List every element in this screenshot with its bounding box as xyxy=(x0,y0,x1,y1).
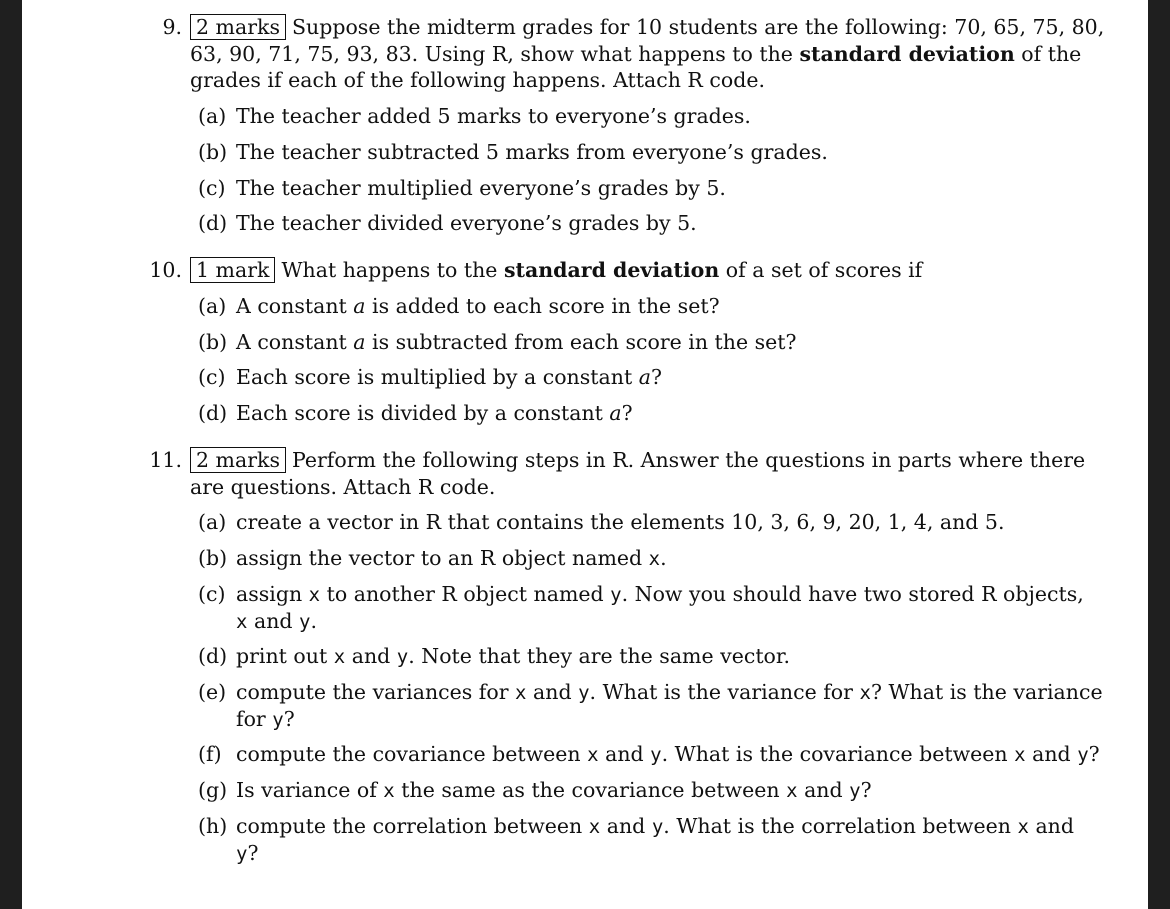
item-label: (d) xyxy=(198,211,228,235)
q10-item-c-text xyxy=(236,364,662,391)
text: and xyxy=(1025,742,1078,766)
q10-text-c: of a set of scores if xyxy=(725,258,923,282)
item-label: (b) xyxy=(198,140,228,164)
q11-b-text xyxy=(236,545,667,573)
var: a xyxy=(353,294,366,318)
code: x xyxy=(588,816,601,838)
var: a xyxy=(609,401,622,425)
code: x xyxy=(333,646,346,668)
text: ? What is the variance xyxy=(870,680,1103,704)
code: x xyxy=(587,744,599,766)
text: . What is the correlation between xyxy=(663,814,1018,838)
code: x xyxy=(515,682,527,704)
text: assign xyxy=(236,582,309,606)
text: and xyxy=(797,778,850,802)
code: y xyxy=(236,843,248,865)
q9-item-b xyxy=(198,139,227,166)
code: x xyxy=(859,682,871,704)
q9-line2 xyxy=(190,41,1081,68)
q11-marks-box: 2 marks xyxy=(190,447,286,473)
text: ? xyxy=(247,841,259,865)
text: . xyxy=(660,546,667,570)
q11-h-label: (h) xyxy=(198,814,228,838)
q10-number: 10. xyxy=(149,258,182,282)
text: Is variance of xyxy=(236,778,384,802)
q11-text-line1: Perform the following steps in R. Answer the questions in parts where there xyxy=(291,448,1086,472)
text: A constant xyxy=(236,330,354,354)
q11-d-label: (d) xyxy=(198,644,228,668)
q10-item-d-text xyxy=(236,400,633,427)
code: y xyxy=(650,744,662,766)
text: ? xyxy=(650,365,662,389)
text: print out xyxy=(236,644,334,668)
q9-line3: grades if each of the following happens. Attach R code. xyxy=(190,68,765,92)
var: a xyxy=(638,365,651,389)
q10-text-a: What happens to the xyxy=(281,258,498,282)
text: . Note that they are the same vector. xyxy=(408,644,790,668)
text: and xyxy=(1028,814,1074,838)
text: is subtracted from each score in the set? xyxy=(365,330,797,354)
code: x xyxy=(648,548,661,570)
text: and xyxy=(345,644,397,668)
code: y xyxy=(272,709,284,731)
q11-b-label: (b) xyxy=(198,546,228,570)
text: assign the vector to an R object named xyxy=(236,546,649,570)
q11-f-label: (f) xyxy=(198,742,222,766)
text: to another R object named xyxy=(320,582,611,606)
q11-a-text: create a vector in R that contains the elements 10, 3, 6, 9, 20, 1, 4, and 5. xyxy=(236,510,1005,534)
code: y xyxy=(299,611,311,633)
code: y xyxy=(396,646,409,668)
q11-g-label: (g) xyxy=(198,778,228,802)
q11-line1 xyxy=(190,447,1085,474)
code: x xyxy=(308,584,321,606)
q11-h-text-line2 xyxy=(236,840,258,868)
code: y xyxy=(651,816,664,838)
q10-item-a-text xyxy=(236,293,720,320)
q9-line1 xyxy=(190,14,1104,41)
text: and xyxy=(526,680,579,704)
text: Each score is divided by a constant xyxy=(236,401,610,425)
q11-line2: are questions. Attach R code. xyxy=(190,475,496,499)
text: A constant xyxy=(236,294,354,318)
text: ? xyxy=(860,778,872,802)
code: x xyxy=(383,780,395,802)
q9-item-a-text: The teacher added 5 marks to everyone’s grades. xyxy=(236,104,751,128)
text: ? xyxy=(283,707,295,731)
q11-d-text xyxy=(236,643,790,671)
q9-text-line1: Suppose the midterm grades for 10 students are the following: 70, 65, 75, 80, xyxy=(291,15,1105,39)
q10-bold-term: standard deviation xyxy=(503,258,720,282)
q9-item-a xyxy=(198,103,226,130)
text: compute the correlation between xyxy=(236,814,589,838)
text: ? xyxy=(1088,742,1100,766)
text: and xyxy=(600,814,652,838)
text: . Now you should have two stored R objects, xyxy=(621,582,1084,606)
q10-item-b-label: (b) xyxy=(198,330,228,354)
text: and xyxy=(247,609,300,633)
q11-e-text-line1 xyxy=(236,679,1103,707)
q11-h-text-line1 xyxy=(236,813,1074,841)
q11-c-label: (c) xyxy=(198,582,226,606)
q11-c-text-line1 xyxy=(236,581,1084,609)
code: x xyxy=(236,611,248,633)
q9-bold-term: standard deviation xyxy=(799,42,1015,66)
q11-f-text xyxy=(236,741,1100,769)
q11-number: 11. xyxy=(149,448,182,472)
code: x xyxy=(1017,816,1029,838)
q9-marks-box: 2 marks xyxy=(190,14,286,40)
q11-e-text-line2 xyxy=(236,706,295,734)
q10-item-d-label: (d) xyxy=(198,401,228,425)
text: is added to each score in the set? xyxy=(365,294,720,318)
q9-item-c xyxy=(198,175,225,202)
q9-item-b-text: The teacher subtracted 5 marks from everyone’s grades. xyxy=(236,140,828,164)
code: y xyxy=(849,780,861,802)
text: . What is the variance for xyxy=(589,680,860,704)
q9-item-d-text: The teacher divided everyone’s grades by 5. xyxy=(236,211,697,235)
var: a xyxy=(353,330,366,354)
text: compute the variances for xyxy=(236,680,516,704)
q10-item-a-label: (a) xyxy=(198,294,227,318)
text: . xyxy=(310,609,318,633)
code: x xyxy=(786,780,798,802)
document-page xyxy=(22,0,1148,909)
text: the same as the covariance between xyxy=(394,778,787,802)
q11-a-label: (a) xyxy=(198,510,227,534)
q9-number: 9. xyxy=(162,15,182,39)
q9-item-c-text: The teacher multiplied everyone’s grades by 5. xyxy=(236,176,726,200)
q9-text-line2c: of the xyxy=(1021,42,1082,66)
q9-text-line2a: 63, 90, 71, 75, 93, 83. Using R, show what happens to the xyxy=(190,42,793,66)
code: y xyxy=(610,584,622,606)
q11-g-text xyxy=(236,777,872,805)
q10-item-c-label: (c) xyxy=(198,365,226,389)
text: for xyxy=(236,707,273,731)
text: . What is the covariance between xyxy=(661,742,1015,766)
item-label: (a) xyxy=(198,104,227,128)
q10-item-b-text xyxy=(236,329,797,356)
text: compute the covariance between xyxy=(236,742,588,766)
item-label: (c) xyxy=(198,176,226,200)
q10-line1 xyxy=(190,257,922,284)
q9-item-d xyxy=(198,210,227,237)
code: y xyxy=(578,682,590,704)
code: x xyxy=(1014,744,1026,766)
text: Each score is multiplied by a constant xyxy=(236,365,639,389)
code: y xyxy=(1077,744,1089,766)
text: and xyxy=(598,742,651,766)
q11-c-text-line2 xyxy=(236,608,317,636)
q10-marks-box: 1 mark xyxy=(190,257,275,283)
text: ? xyxy=(621,401,633,425)
q11-e-label: (e) xyxy=(198,680,227,704)
